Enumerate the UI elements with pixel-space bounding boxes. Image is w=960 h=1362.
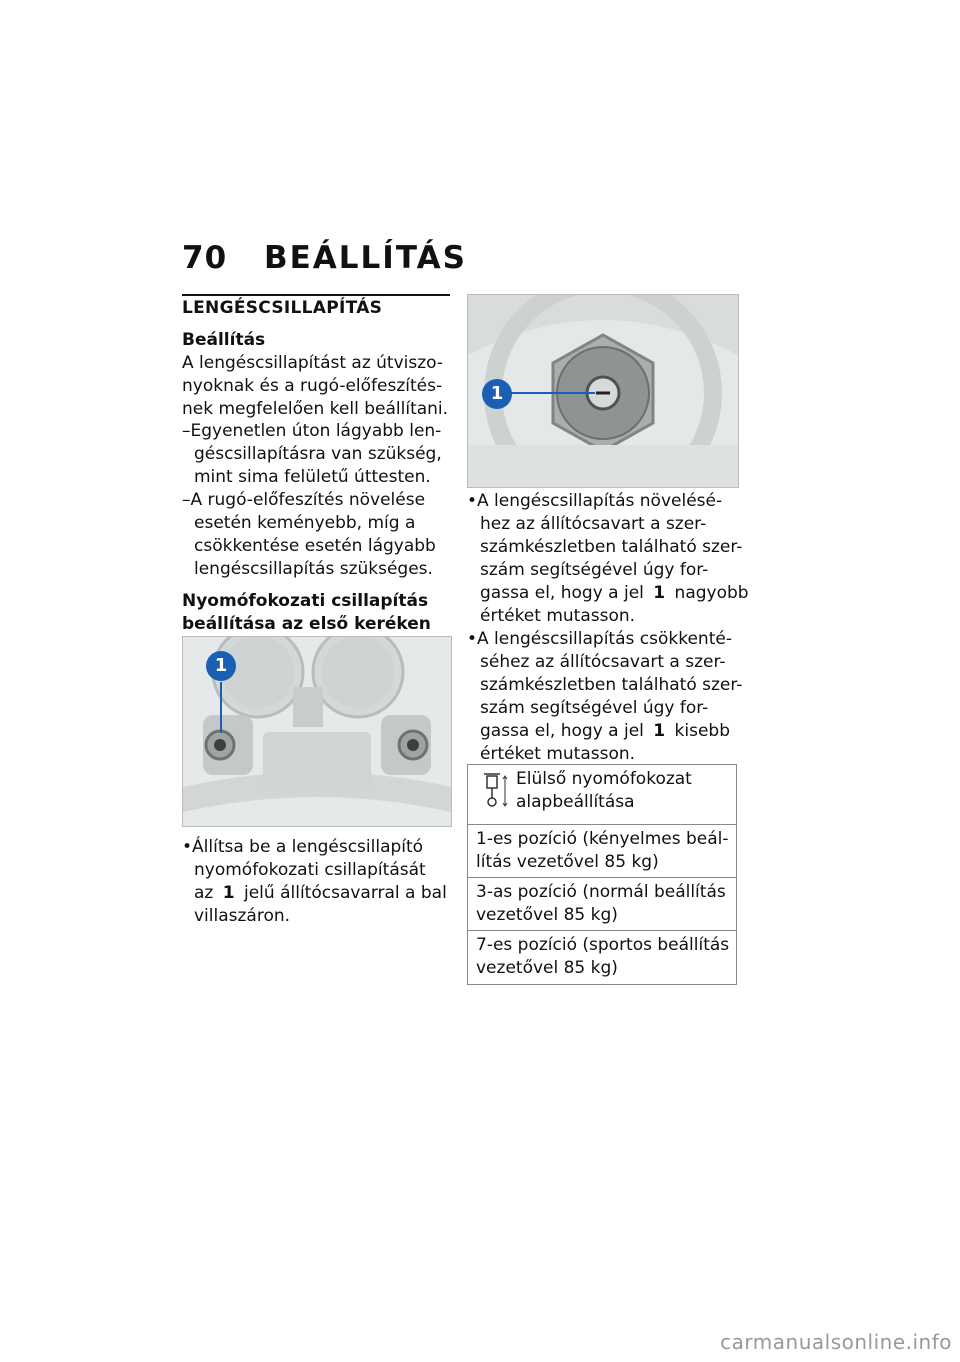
table-row <box>468 878 737 931</box>
bullet-word: nagyobb <box>674 583 749 603</box>
bullet-line <box>480 720 730 743</box>
subheading-beallitas: Beállítás <box>182 330 266 350</box>
table-header-row <box>468 765 737 825</box>
page-header <box>182 240 742 290</box>
dash-item-line: mint sima felületű úttesten. <box>194 467 431 487</box>
bullet-line: •A lengéscsillapítás csökkenté- <box>467 629 732 649</box>
table-cell-line: 3-as pozíció (normál beállítás <box>476 882 726 903</box>
table-cell <box>468 931 737 984</box>
dash-item-line: lengéscsillapítás szükséges. <box>194 559 433 579</box>
table-cell-line: 7-es pozíció (sportos beállítás <box>476 935 730 956</box>
table-row <box>468 825 737 878</box>
bullet-line: hez az állítócsavart a szer- <box>480 514 707 534</box>
handlebar-figure <box>182 636 452 827</box>
bullet-word: gassa el, hogy a jel <box>480 721 644 741</box>
callout-1: 1 <box>482 379 512 409</box>
bullet-line: számkészletben található szer- <box>480 675 743 695</box>
bullet-line: szám segítségével úgy for- <box>480 698 709 718</box>
section-rule <box>182 294 450 296</box>
intro-line: nek megfelelően kell beállítani. <box>182 399 449 419</box>
callout-1: 1 <box>206 651 236 681</box>
reference-number: 1 <box>653 583 666 603</box>
bullet-line <box>194 882 447 905</box>
table-header-line: Elülső nyomófokozat <box>516 769 692 789</box>
section-title: LENGÉSCSILLAPÍTÁS <box>182 298 383 318</box>
bullet-word: gassa el, hogy a jel <box>480 583 644 603</box>
adjuster-figure <box>467 294 739 488</box>
intro-line: nyoknak és a rugó-előfeszítés- <box>182 376 443 396</box>
shock-absorber-icon <box>482 772 508 815</box>
reference-number: 1 <box>653 721 666 741</box>
bullet-line: számkészletben található szer- <box>480 537 743 557</box>
subheading-compression: Nyomófokozati csillapítás <box>182 591 429 611</box>
bullet-line: séhez az állítócsavart a szer- <box>480 652 726 672</box>
dash-item-line: esetén keményebb, míg a <box>194 513 416 533</box>
bullet-line: •Állítsa be a lengéscsillapító <box>182 837 424 857</box>
dash-item-line: –A rugó-előfeszítés növelése <box>182 490 426 510</box>
table-header-cell <box>468 765 737 825</box>
table-cell <box>468 825 737 878</box>
bullet-line: értéket mutasson. <box>480 744 636 764</box>
table-header-line: alapbeállítása <box>516 791 635 812</box>
page-number: 70 <box>182 240 228 276</box>
intro-line: A lengéscsillapítást az útviszo- <box>182 353 444 373</box>
chapter-title: BEÁLLÍTÁS <box>264 240 467 276</box>
bullet-line: szám segítségével úgy for- <box>480 560 709 580</box>
dash-item-line: –Egyenetlen úton lágyabb len- <box>182 421 442 441</box>
watermark: carmanualsonline.info <box>720 1330 952 1354</box>
table-row <box>468 931 737 984</box>
bullet-line <box>480 582 749 605</box>
table-cell-line: lítás vezetővel 85 kg) <box>476 851 659 872</box>
bullet-line: értéket mutasson. <box>480 606 636 626</box>
bullet-word: az <box>194 883 214 903</box>
dash-item-line: géscsillapításra van szükség, <box>194 444 442 464</box>
bullet-line: villaszáron. <box>194 906 291 926</box>
bullet-line: •A lengéscsillapítás növelésé- <box>467 491 723 511</box>
settings-table <box>467 764 737 985</box>
dash-item-line: csökkentése esetén lágyabb <box>194 536 436 556</box>
table-cell <box>468 878 737 931</box>
reference-number: 1 <box>222 883 235 903</box>
table-cell-line: vezetővel 85 kg) <box>476 904 618 925</box>
subheading-compression: beállítása az első keréken <box>182 614 431 634</box>
table-cell-line: 1-es pozíció (kényelmes beál- <box>476 829 729 849</box>
bullet-word: jelű állítócsavarral a bal <box>244 883 447 903</box>
bullet-word: kisebb <box>674 721 731 741</box>
bullet-line: nyomófokozati csillapítását <box>194 860 426 880</box>
table-cell-line: vezetővel 85 kg) <box>476 957 618 978</box>
